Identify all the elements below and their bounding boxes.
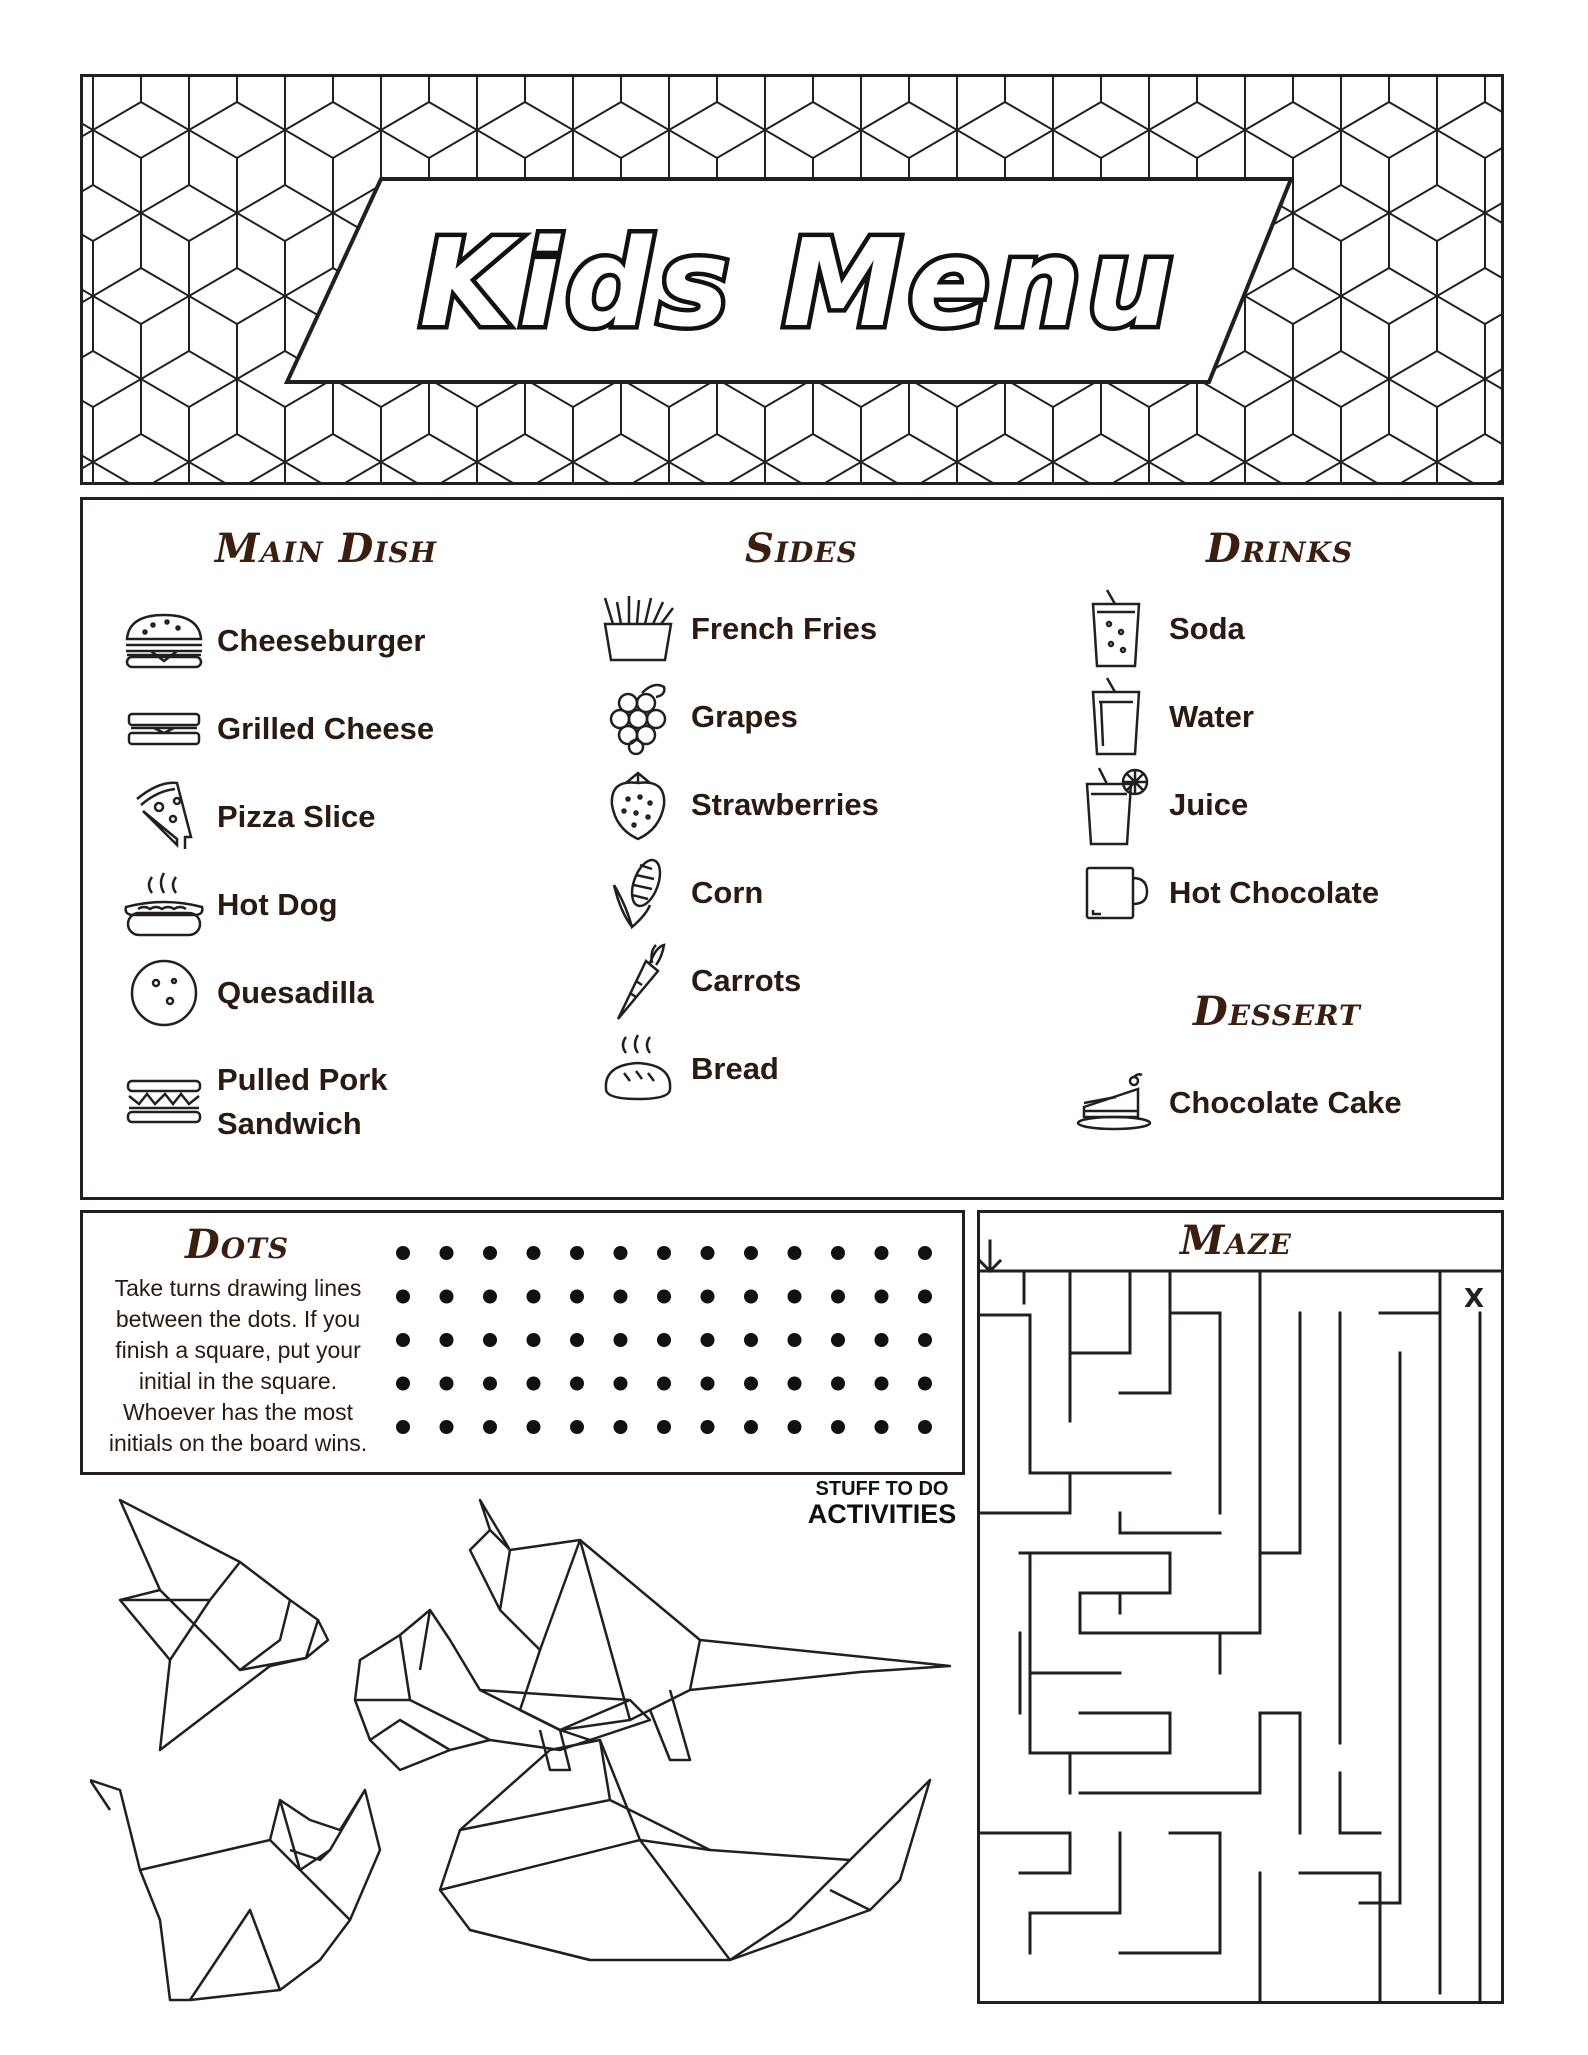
grid-dot[interactable] (483, 1246, 497, 1260)
grid-dot[interactable] (657, 1420, 671, 1434)
dots-heading: Dots (185, 1221, 290, 1268)
soda-icon (1073, 586, 1159, 672)
menu-item-hot-dog (121, 862, 338, 948)
grid-dot[interactable] (701, 1246, 715, 1260)
grilled-cheese-icon (121, 686, 207, 772)
grid-dot[interactable] (527, 1333, 541, 1347)
grid-dot[interactable] (440, 1246, 454, 1260)
instruction-line: finish a square, put your (115, 1337, 361, 1363)
grid-dot[interactable] (918, 1290, 932, 1304)
main-dish-heading: Main Dish (215, 525, 438, 572)
menu-item-label: Grapes (691, 699, 798, 734)
menu-item-french-fries (595, 586, 877, 672)
grid-dot[interactable] (570, 1333, 584, 1347)
menu-item-pulled-pork (121, 1058, 388, 1146)
origami-bird (120, 1500, 328, 1750)
menu-item-label: Hot Chocolate (1169, 875, 1380, 910)
grid-dot[interactable] (788, 1290, 802, 1304)
dots-game-panel (80, 1210, 965, 1475)
grid-dot[interactable] (614, 1246, 628, 1260)
menu-item-label: Carrots (691, 963, 802, 998)
dessert-heading: Dessert (1193, 988, 1361, 1035)
grid-dot[interactable] (657, 1377, 671, 1391)
grid-dot[interactable] (440, 1290, 454, 1304)
drinks-heading: Drinks (1206, 525, 1354, 572)
grid-dot[interactable] (744, 1333, 758, 1347)
dots-instructions (93, 1273, 383, 1459)
menu-item-grilled-cheese (121, 686, 434, 772)
menu-item-label: Bread (691, 1051, 779, 1086)
grid-dot[interactable] (875, 1420, 889, 1434)
instruction-line: initials on the board wins. (108, 1430, 368, 1456)
origami-animals-illustration (90, 1490, 970, 2035)
grid-dot[interactable] (440, 1333, 454, 1347)
grid-dot[interactable] (875, 1246, 889, 1260)
instruction-line: Take turns drawing lines (114, 1275, 362, 1301)
grid-dot[interactable] (570, 1246, 584, 1260)
grid-dot[interactable] (483, 1377, 497, 1391)
carrot-icon (595, 938, 681, 1024)
grid-dot[interactable] (918, 1377, 932, 1391)
grid-dot[interactable] (788, 1333, 802, 1347)
grid-dot[interactable] (875, 1333, 889, 1347)
menu-item-label: Cheeseburger (217, 623, 426, 658)
menu-item-strawberries (595, 762, 879, 848)
instruction-line: between the dots. If you (115, 1306, 361, 1332)
menu-item-chocolate-cake (1073, 1060, 1402, 1146)
title-banner (83, 77, 1504, 485)
page-title: Kids Menu (419, 215, 1179, 354)
grid-dot[interactable] (527, 1290, 541, 1304)
menu-item-label: Chocolate Cake (1169, 1085, 1402, 1120)
sandwich-icon (121, 1059, 207, 1145)
grid-dot[interactable] (744, 1246, 758, 1260)
menu-item-label: Strawberries (691, 787, 879, 822)
menu-item-pizza-slice (121, 774, 376, 860)
bread-icon (595, 1026, 681, 1112)
origami-cat (90, 1780, 380, 2000)
grid-dot[interactable] (614, 1377, 628, 1391)
mug-icon (1073, 850, 1159, 936)
menu-item-label (217, 1058, 388, 1146)
juice-icon (1073, 762, 1159, 848)
grid-dot[interactable] (701, 1420, 715, 1434)
grid-dot[interactable] (831, 1420, 845, 1434)
grid-dot[interactable] (527, 1420, 541, 1434)
grid-dot[interactable] (396, 1333, 410, 1347)
grid-dot[interactable] (788, 1377, 802, 1391)
menu-item-carrots (595, 938, 801, 1024)
menu-item-label: Water (1169, 699, 1254, 734)
menu-item-cheeseburger (121, 598, 425, 684)
grid-dot[interactable] (440, 1377, 454, 1391)
menu-item-label: Hot Dog (217, 887, 338, 922)
brand-line1: STUFF TO DO (815, 1478, 949, 1500)
grid-dot[interactable] (440, 1420, 454, 1434)
origami-whale (440, 1740, 930, 1960)
grid-dot[interactable] (788, 1246, 802, 1260)
grid-dot[interactable] (570, 1420, 584, 1434)
sides-heading: Sides (745, 525, 858, 572)
header-banner (80, 74, 1504, 485)
grid-dot[interactable] (831, 1333, 845, 1347)
hot-dog-icon (121, 862, 207, 948)
grid-dot[interactable] (483, 1290, 497, 1304)
grid-dot[interactable] (657, 1246, 671, 1260)
grid-dot[interactable] (744, 1290, 758, 1304)
grid-dot[interactable] (396, 1420, 410, 1434)
origami-fox (470, 1500, 950, 1770)
grid-dot[interactable] (527, 1246, 541, 1260)
water-icon (1073, 674, 1159, 760)
grid-dot[interactable] (657, 1290, 671, 1304)
cake-icon (1073, 1060, 1159, 1146)
grid-dot[interactable] (570, 1377, 584, 1391)
grid-dot[interactable] (570, 1290, 584, 1304)
grid-dot[interactable] (875, 1290, 889, 1304)
grid-dot[interactable] (483, 1420, 497, 1434)
menu-item-soda (1073, 586, 1245, 672)
grid-dot[interactable] (701, 1290, 715, 1304)
instruction-line: initial in the square. (138, 1368, 338, 1394)
grid-dot[interactable] (396, 1377, 410, 1391)
grid-dot[interactable] (918, 1246, 932, 1260)
grid-dot[interactable] (614, 1420, 628, 1434)
menu-item-label: Pizza Slice (217, 799, 376, 834)
maze-heading: Maze (1180, 1217, 1292, 1264)
grid-dot[interactable] (396, 1290, 410, 1304)
dot-grid[interactable] (383, 1231, 943, 1461)
grid-dot[interactable] (744, 1377, 758, 1391)
maze-end-mark: X (1463, 1284, 1485, 1314)
menu-item-label: Corn (691, 875, 764, 910)
instruction-line: Whoever has the most (122, 1399, 354, 1425)
brand-line2: ACTIVITIES (807, 1499, 957, 1529)
grid-dot[interactable] (918, 1420, 932, 1434)
menu-item-label: Grilled Cheese (217, 711, 435, 746)
burger-icon (121, 598, 207, 684)
maze[interactable] (980, 1213, 1501, 2001)
grid-dot[interactable] (744, 1420, 758, 1434)
grid-dot[interactable] (701, 1377, 715, 1391)
menu-item-label-line2: Sandwich (217, 1106, 362, 1141)
grid-dot[interactable] (831, 1290, 845, 1304)
menu-item-juice (1073, 762, 1248, 848)
grid-dot[interactable] (483, 1333, 497, 1347)
start-arrow-icon (980, 1241, 1000, 1271)
grid-dot[interactable] (831, 1246, 845, 1260)
menu-panel (80, 497, 1504, 1200)
maze-panel (977, 1210, 1504, 2004)
menu-item-corn (595, 850, 763, 936)
pizza-icon (121, 774, 207, 860)
quesadilla-icon (121, 950, 207, 1036)
fries-icon (595, 586, 681, 672)
grid-dot[interactable] (657, 1333, 671, 1347)
menu-item-water (1073, 674, 1254, 760)
menu-item-label: Juice (1169, 787, 1249, 822)
menu-item-hot-chocolate (1073, 850, 1379, 936)
menu-item-bread (595, 1026, 779, 1112)
grid-dot[interactable] (614, 1333, 628, 1347)
grid-dot[interactable] (831, 1377, 845, 1391)
strawberry-icon (595, 762, 681, 848)
grid-dot[interactable] (527, 1377, 541, 1391)
corn-icon (595, 850, 681, 936)
menu-item-grapes (595, 674, 798, 760)
menu-item-label: Soda (1169, 611, 1245, 646)
menu-item-label: French Fries (691, 611, 878, 646)
grid-dot[interactable] (918, 1333, 932, 1347)
grid-dot[interactable] (875, 1377, 889, 1391)
menu-item-label-line1: Pulled Pork (217, 1062, 388, 1097)
menu-item-quesadilla (121, 950, 374, 1036)
grid-dot[interactable] (701, 1333, 715, 1347)
grapes-icon (595, 674, 681, 760)
grid-dot[interactable] (614, 1290, 628, 1304)
grid-dot[interactable] (788, 1420, 802, 1434)
menu-item-label: Quesadilla (217, 975, 374, 1010)
grid-dot[interactable] (396, 1246, 410, 1260)
